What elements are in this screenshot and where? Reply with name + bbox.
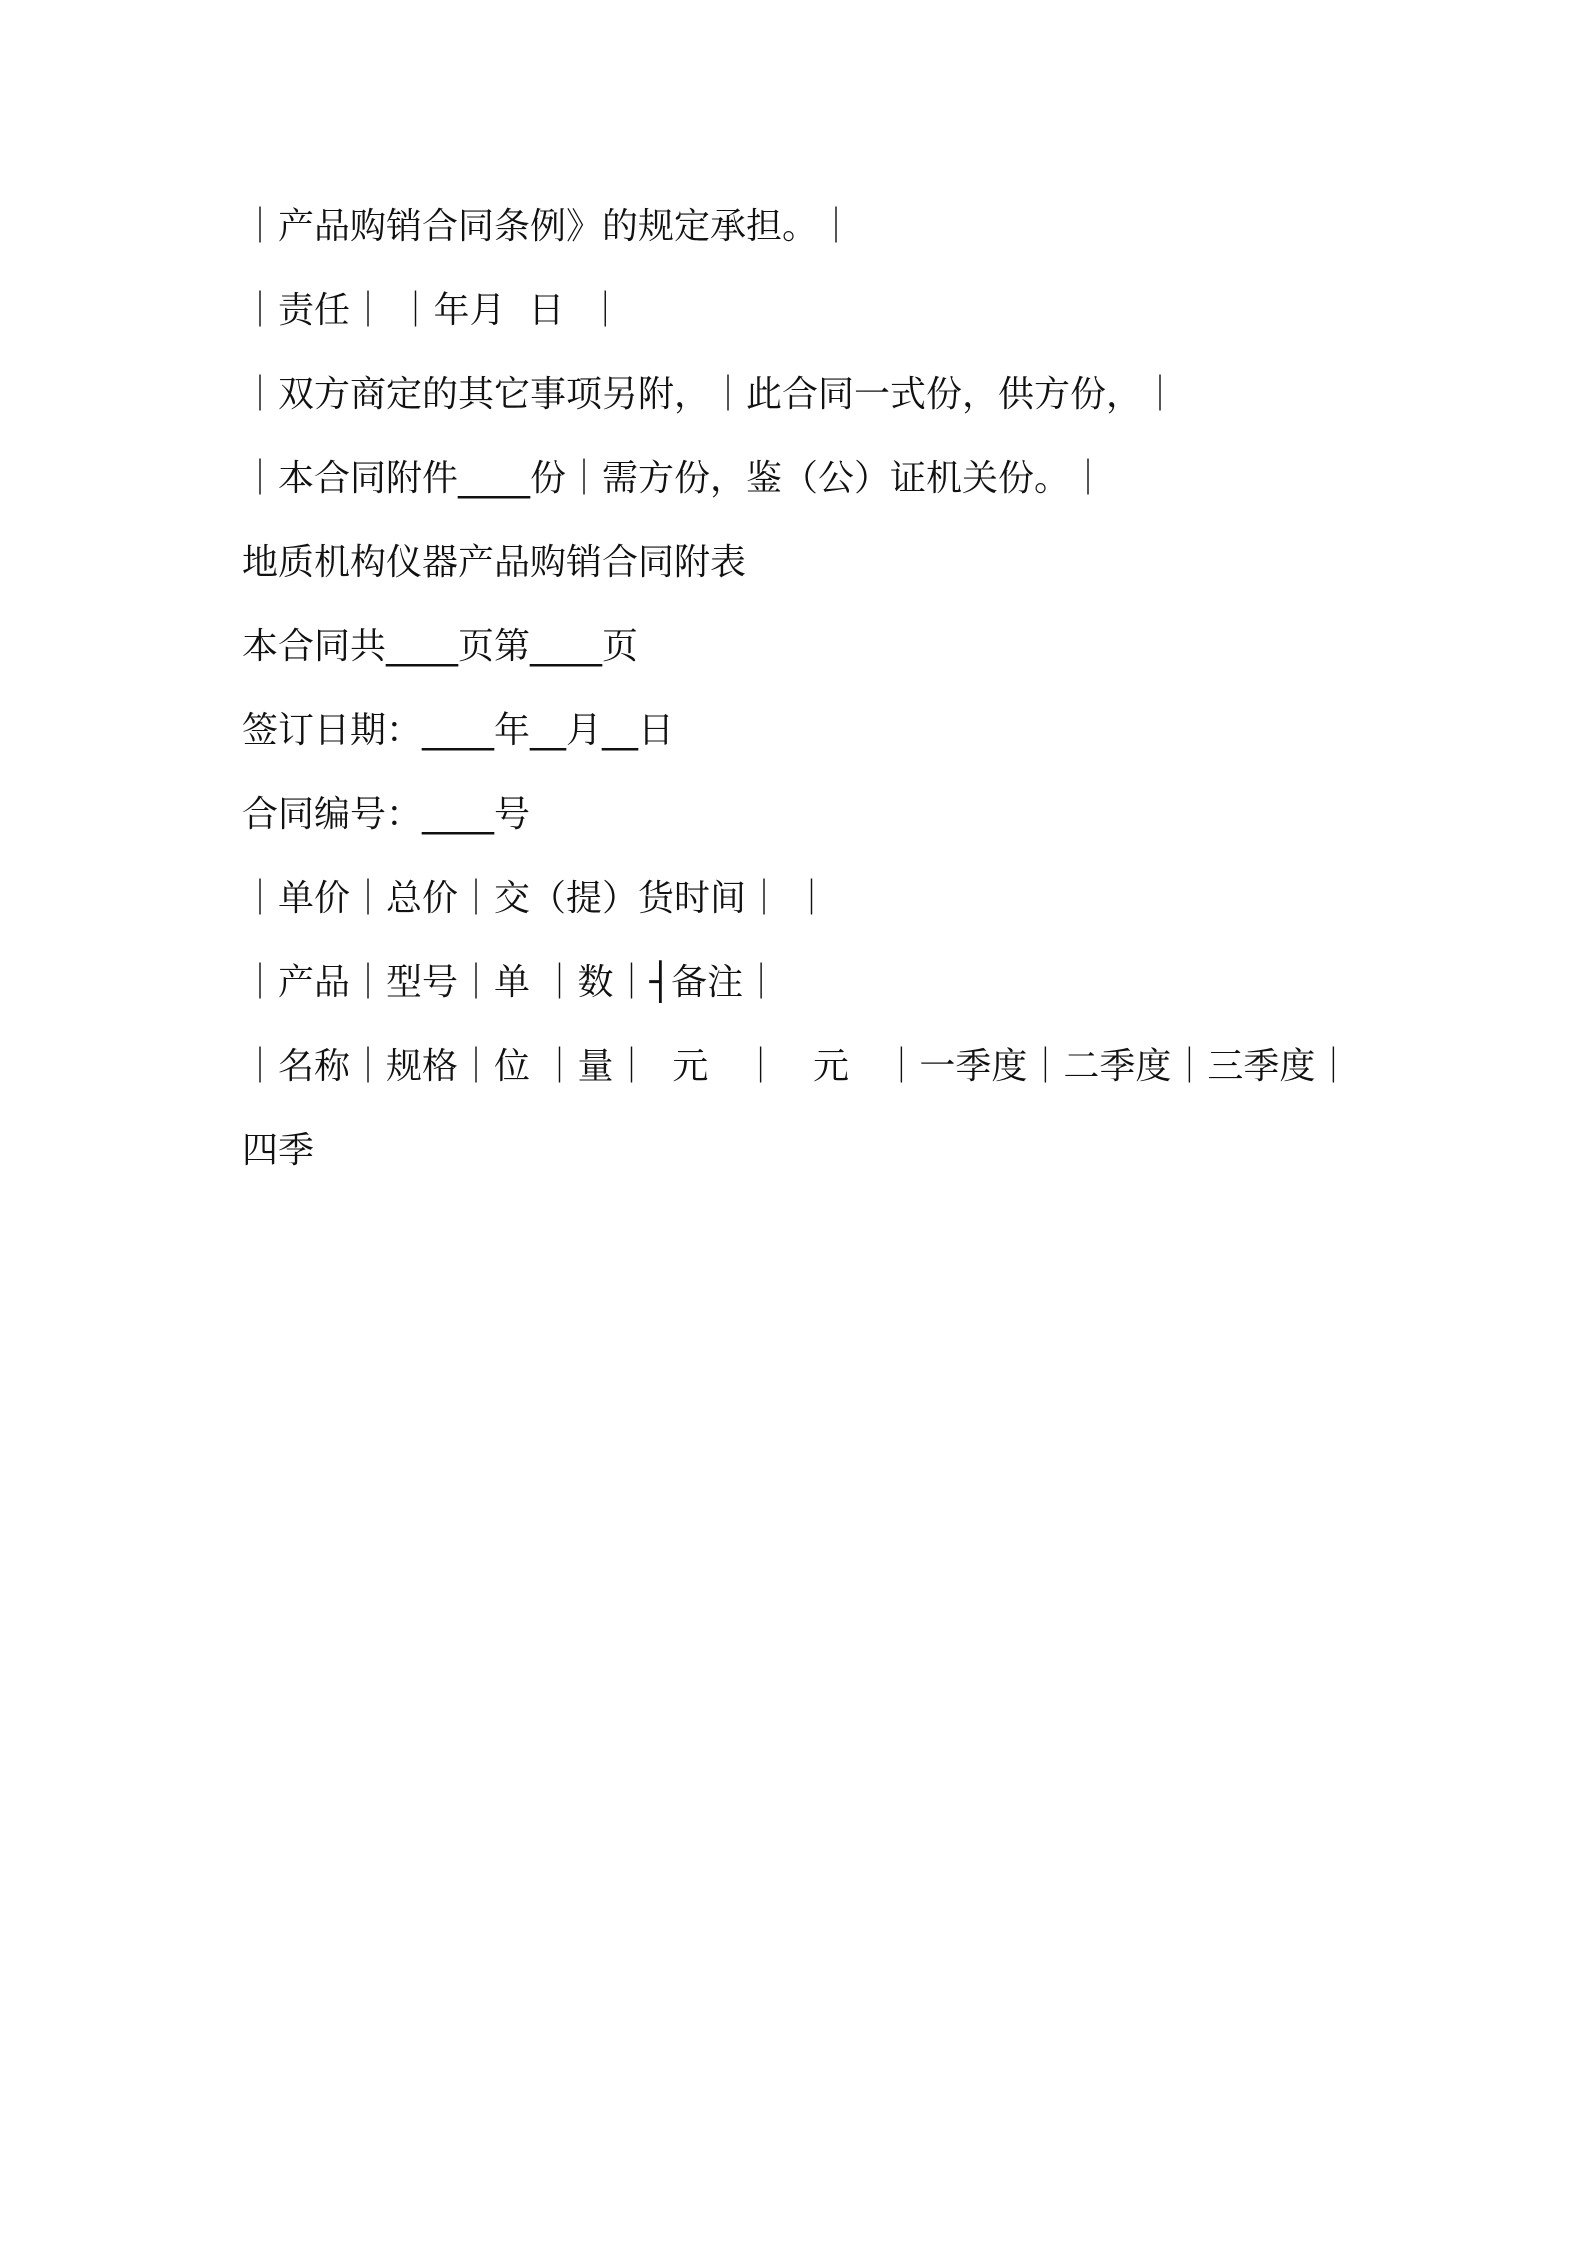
page-count-line: 本合同共____页第____页 xyxy=(242,626,639,667)
text-line-attachments: ｜本合同附件____份｜需方份，鉴（公）证机关份。｜ xyxy=(242,458,1107,499)
contract-number-line: 合同编号：____号 xyxy=(242,794,531,835)
text-line-fourth-quarter: 四季 xyxy=(242,1130,315,1171)
text-line-responsibility-date: ｜责任｜ ｜年月 日 ｜ xyxy=(242,290,624,331)
text-line-regulation: ｜产品购销合同条例》的规定承担。｜ xyxy=(242,206,855,247)
text-line-other-matters: ｜双方商定的其它事项另附，｜此合同一式份，供方份，｜ xyxy=(242,374,1179,415)
table-header-row-2: ｜产品｜型号｜单 ｜数｜┤备注｜ xyxy=(242,962,780,1003)
table-header-row-3: ｜名称｜规格｜位 ｜量｜ 元 ｜ 元 ｜一季度｜二季度｜三季度｜ xyxy=(242,1046,1352,1087)
signing-date-line: 签订日期：____年__月__日 xyxy=(242,710,675,751)
appendix-title: 地质机构仪器产品购销合同附表 xyxy=(242,542,747,583)
table-header-row-1: ｜单价｜总价｜交（提）货时间｜ ｜ xyxy=(242,878,830,919)
